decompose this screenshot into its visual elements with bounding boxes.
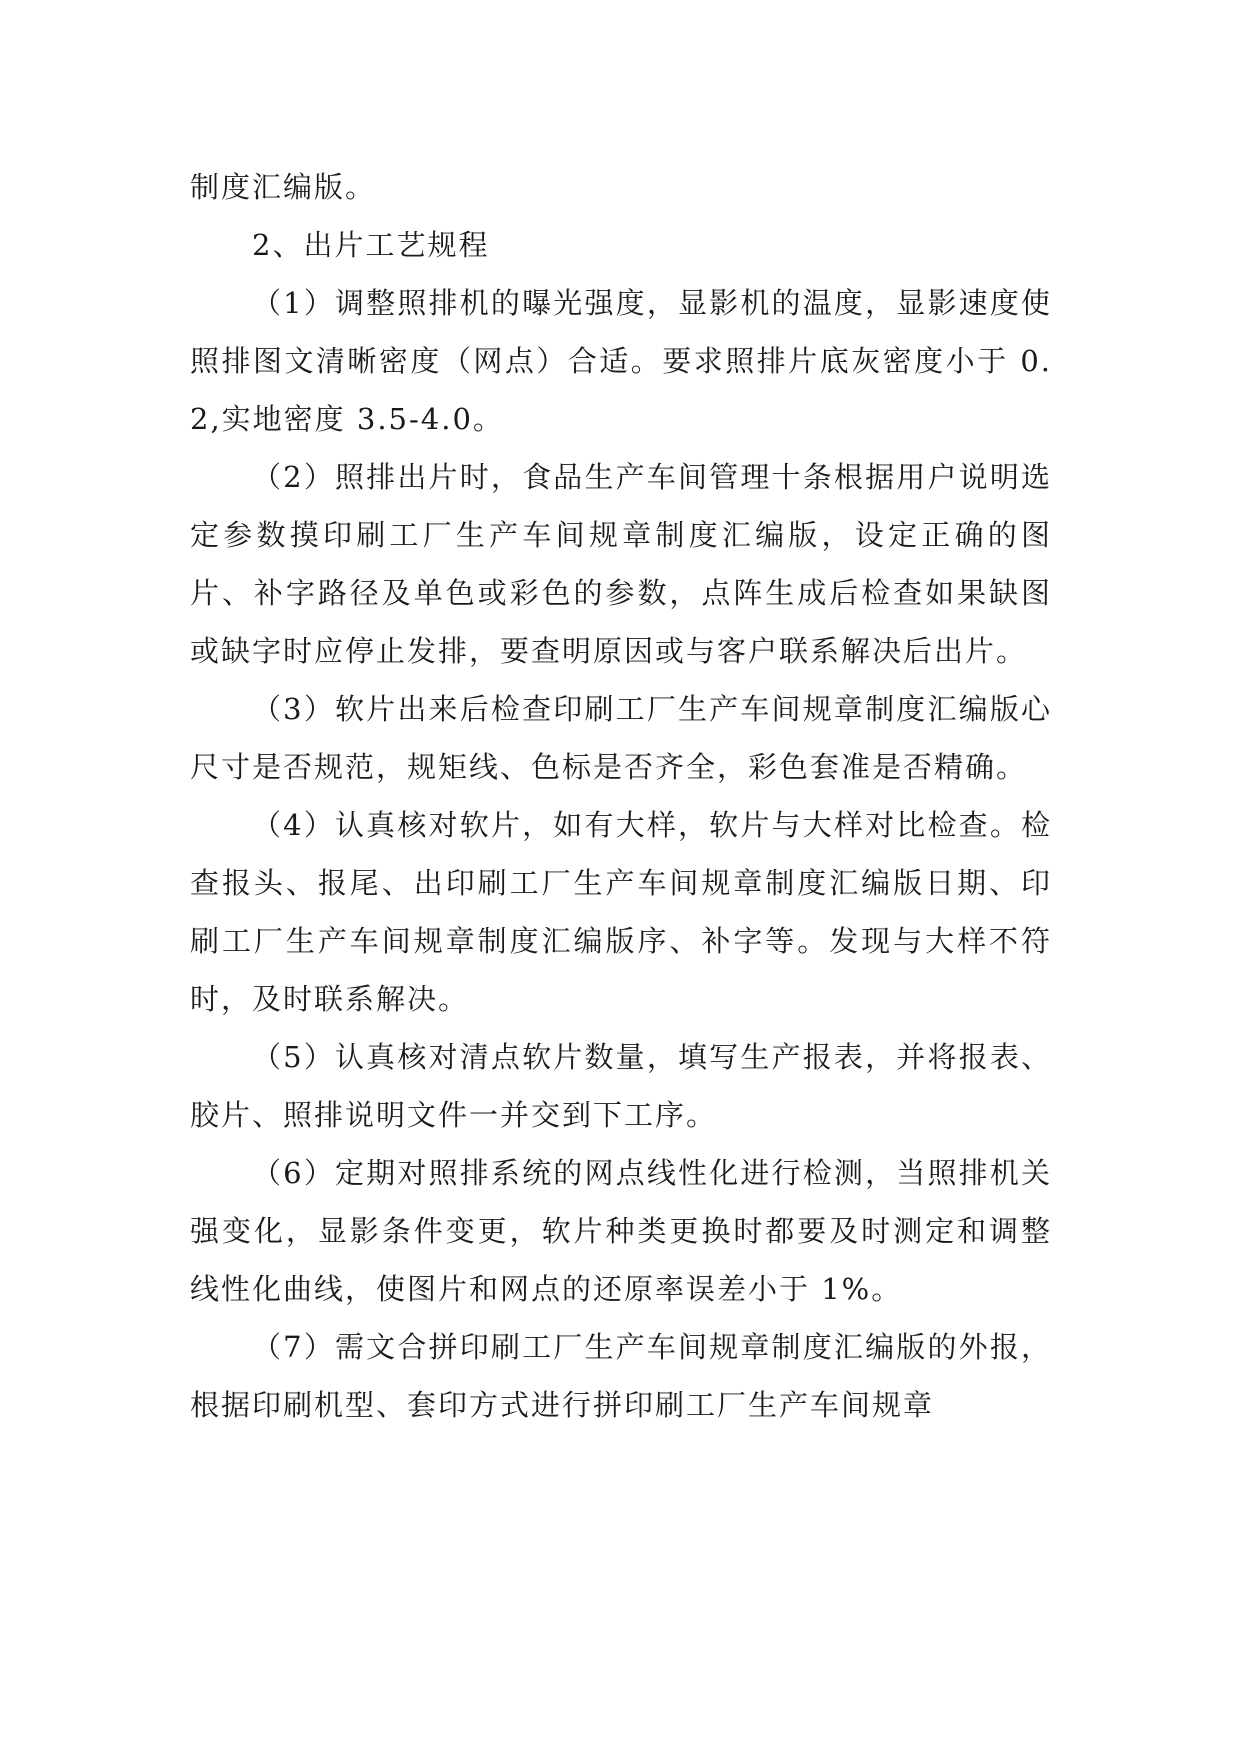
document-body (190, 158, 1052, 1434)
paragraph-item-7: （7）需文合拼印刷工厂生产车间规章制度汇编版的外报，根据印刷机型、套印方式进行拼印刷工厂生产车间规章 (190, 1330, 1052, 1422)
section-heading: 2、出片工艺规程 (252, 228, 490, 262)
paragraph-continuation: 制度汇编版。 (190, 170, 377, 204)
paragraph-item-3: （3）软片出来后检查印刷工厂生产车间规章制度汇编版心尺寸是否规范，规矩线、色标是否齐全，彩色套准是否精确。 (190, 692, 1052, 784)
paragraph-item-1: （1）调整照排机的曝光强度，显影机的温度，显影速度使照排图文清晰密度（网点）合适。要求照排片底灰密度小于 0.2,实地密度 3.5-4.0。 (190, 286, 1052, 436)
paragraph-item-2: （2）照排出片时，食品生产车间管理十条根据用户说明选定参数摸印刷工厂生产车间规章制度汇编版，设定正确的图片、补字路径及单色或彩色的参数，点阵生成后检查如果缺图或缺字时应停止发排，要查明原因或与客户联系解决后出片。 (190, 460, 1052, 668)
paragraph-item-5: （5）认真核对清点软片数量，填写生产报表，并将报表、胶片、照排说明文件一并交到下工序。 (190, 1040, 1052, 1132)
paragraph-item-4: （4）认真核对软片，如有大样，软片与大样对比检查。检查报头、报尾、出印刷工厂生产车间规章制度汇编版日期、印刷工厂生产车间规章制度汇编版序、补字等。发现与大样不符时，及时联系解决。 (190, 808, 1052, 1016)
paragraph-item-6: （6）定期对照排系统的网点线性化进行检测，当照排机关强变化，显影条件变更，软片种类更换时都要及时测定和调整线性化曲线，使图片和网点的还原率误差小于 1%。 (190, 1156, 1052, 1306)
